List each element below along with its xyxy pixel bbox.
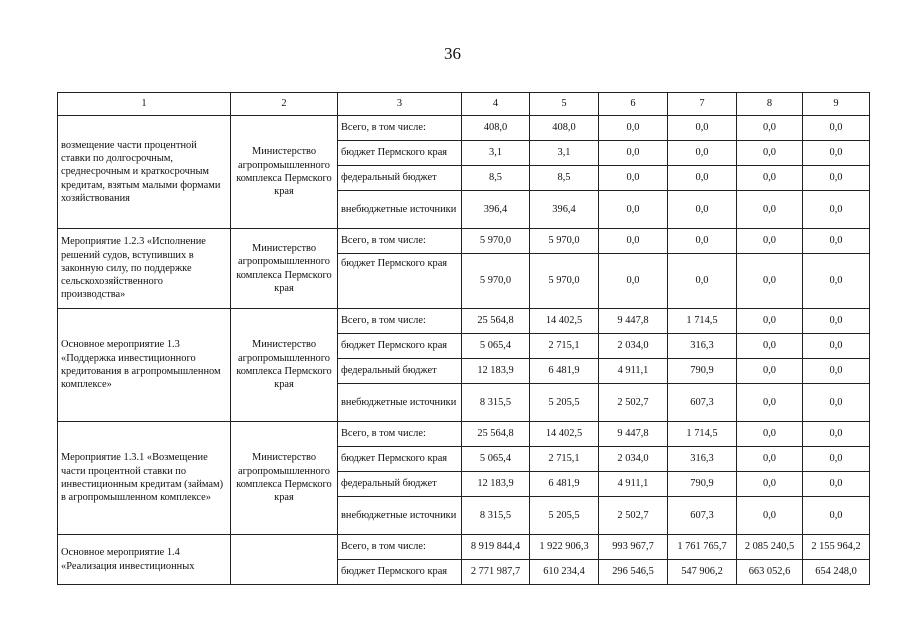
funding-source-cell: федеральный бюджет xyxy=(338,166,462,191)
column-header: 1 xyxy=(58,93,231,116)
funding-source-cell: бюджет Пермского края xyxy=(338,560,462,585)
value-cell: 0,0 xyxy=(599,141,668,166)
value-cell: 0,0 xyxy=(668,141,737,166)
value-cell: 14 402,5 xyxy=(530,309,599,334)
value-cell: 0,0 xyxy=(599,116,668,141)
value-cell: 0,0 xyxy=(668,229,737,254)
funding-source-cell: федеральный бюджет xyxy=(338,472,462,497)
value-cell: 0,0 xyxy=(737,497,803,535)
value-cell: 0,0 xyxy=(803,422,870,447)
value-cell: 0,0 xyxy=(803,141,870,166)
value-cell: 0,0 xyxy=(599,166,668,191)
value-cell: 4 911,1 xyxy=(599,472,668,497)
value-cell: 12 183,9 xyxy=(462,359,530,384)
column-header: 6 xyxy=(599,93,668,116)
value-cell: 316,3 xyxy=(668,447,737,472)
value-cell: 0,0 xyxy=(737,447,803,472)
value-cell: 0,0 xyxy=(803,359,870,384)
budget-table xyxy=(57,92,870,585)
funding-source-cell: федеральный бюджет xyxy=(338,359,462,384)
value-cell: 5 065,4 xyxy=(462,334,530,359)
value-cell: 4 911,1 xyxy=(599,359,668,384)
value-cell: 0,0 xyxy=(737,229,803,254)
value-cell: 5 970,0 xyxy=(462,229,530,254)
funding-source-cell: бюджет Пермского края xyxy=(338,254,462,309)
value-cell: 2 502,7 xyxy=(599,497,668,535)
value-cell: 25 564,8 xyxy=(462,309,530,334)
value-cell: 0,0 xyxy=(737,334,803,359)
measure-name-cell: Основное мероприятие 1.3 «Поддержка инвестиционного кредитования в агропромышленном комплексе» xyxy=(58,309,231,422)
value-cell: 396,4 xyxy=(462,191,530,229)
value-cell: 5 065,4 xyxy=(462,447,530,472)
value-cell: 654 248,0 xyxy=(803,560,870,585)
value-cell: 1 714,5 xyxy=(668,309,737,334)
value-cell: 0,0 xyxy=(803,472,870,497)
column-header: 2 xyxy=(231,93,338,116)
value-cell: 993 967,7 xyxy=(599,535,668,560)
value-cell: 5 205,5 xyxy=(530,384,599,422)
value-cell: 0,0 xyxy=(737,359,803,384)
value-cell: 0,0 xyxy=(737,309,803,334)
funding-source-cell: Всего, в том числе: xyxy=(338,535,462,560)
column-header: 3 xyxy=(338,93,462,116)
value-cell: 8,5 xyxy=(462,166,530,191)
funding-source-cell: Всего, в том числе: xyxy=(338,229,462,254)
executor-cell: Министерство агропромышленного комплекса Пермского края xyxy=(231,422,338,535)
value-cell: 0,0 xyxy=(668,191,737,229)
value-cell: 8 315,5 xyxy=(462,384,530,422)
value-cell: 0,0 xyxy=(737,472,803,497)
value-cell: 2 715,1 xyxy=(530,447,599,472)
value-cell: 0,0 xyxy=(668,254,737,309)
value-cell: 6 481,9 xyxy=(530,359,599,384)
column-header: 7 xyxy=(668,93,737,116)
funding-source-cell: внебюджетные источники xyxy=(338,384,462,422)
value-cell: 1 761 765,7 xyxy=(668,535,737,560)
value-cell: 3,1 xyxy=(530,141,599,166)
value-cell: 0,0 xyxy=(737,141,803,166)
value-cell: 790,9 xyxy=(668,359,737,384)
value-cell: 0,0 xyxy=(599,254,668,309)
value-cell: 5 970,0 xyxy=(530,229,599,254)
value-cell: 0,0 xyxy=(803,309,870,334)
value-cell: 1 922 906,3 xyxy=(530,535,599,560)
value-cell: 0,0 xyxy=(737,384,803,422)
value-cell: 0,0 xyxy=(803,229,870,254)
table-row xyxy=(58,116,870,141)
measure-name-cell: Мероприятие 1.2.3 «Исполнение решений судов, вступивших в законную силу, по поддержке сельскохозяйственного производства» xyxy=(58,229,231,309)
value-cell: 0,0 xyxy=(737,422,803,447)
funding-source-cell: бюджет Пермского края xyxy=(338,334,462,359)
value-cell: 0,0 xyxy=(668,116,737,141)
value-cell: 2 034,0 xyxy=(599,334,668,359)
funding-source-cell: внебюджетные источники xyxy=(338,497,462,535)
value-cell: 25 564,8 xyxy=(462,422,530,447)
funding-source-cell: Всего, в том числе: xyxy=(338,309,462,334)
table-row xyxy=(58,309,870,334)
executor-cell xyxy=(231,535,338,585)
value-cell: 0,0 xyxy=(803,384,870,422)
value-cell: 547 906,2 xyxy=(668,560,737,585)
value-cell: 5 970,0 xyxy=(530,254,599,309)
value-cell: 9 447,8 xyxy=(599,309,668,334)
value-cell: 3,1 xyxy=(462,141,530,166)
page-number: 36 xyxy=(444,44,461,63)
column-header: 4 xyxy=(462,93,530,116)
header-row xyxy=(58,93,870,116)
value-cell: 2 502,7 xyxy=(599,384,668,422)
funding-source-cell: внебюджетные источники xyxy=(338,191,462,229)
value-cell: 2 085 240,5 xyxy=(737,535,803,560)
executor-cell: Министерство агропромышленного комплекса Пермского края xyxy=(231,309,338,422)
value-cell: 9 447,8 xyxy=(599,422,668,447)
value-cell: 8 919 844,4 xyxy=(462,535,530,560)
value-cell: 8,5 xyxy=(530,166,599,191)
executor-cell: Министерство агропромышленного комплекса Пермского края xyxy=(231,229,338,309)
value-cell: 0,0 xyxy=(803,254,870,309)
value-cell: 610 234,4 xyxy=(530,560,599,585)
value-cell: 2 715,1 xyxy=(530,334,599,359)
value-cell: 2 034,0 xyxy=(599,447,668,472)
funding-source-cell: Всего, в том числе: xyxy=(338,116,462,141)
measure-name-cell: Основное мероприятие 1.4 «Реализация инвестиционных xyxy=(58,535,231,585)
value-cell: 2 771 987,7 xyxy=(462,560,530,585)
value-cell: 0,0 xyxy=(803,497,870,535)
measure-name-cell: Мероприятие 1.3.1 «Возмещение части процентной ставки по инвестиционным кредитам (займам) в агропромышленном комплексе» xyxy=(58,422,231,535)
value-cell: 607,3 xyxy=(668,497,737,535)
value-cell: 408,0 xyxy=(462,116,530,141)
value-cell: 6 481,9 xyxy=(530,472,599,497)
value-cell: 663 052,6 xyxy=(737,560,803,585)
value-cell: 0,0 xyxy=(737,116,803,141)
value-cell: 0,0 xyxy=(737,191,803,229)
value-cell: 0,0 xyxy=(737,254,803,309)
value-cell: 0,0 xyxy=(803,166,870,191)
executor-cell: Министерство агропромышленного комплекса Пермского края xyxy=(231,116,338,229)
value-cell: 408,0 xyxy=(530,116,599,141)
column-header: 5 xyxy=(530,93,599,116)
value-cell: 2 155 964,2 xyxy=(803,535,870,560)
value-cell: 396,4 xyxy=(530,191,599,229)
value-cell: 0,0 xyxy=(803,334,870,359)
value-cell: 316,3 xyxy=(668,334,737,359)
value-cell: 296 546,5 xyxy=(599,560,668,585)
value-cell: 0,0 xyxy=(737,166,803,191)
funding-source-cell: бюджет Пермского края xyxy=(338,447,462,472)
value-cell: 0,0 xyxy=(803,191,870,229)
value-cell: 14 402,5 xyxy=(530,422,599,447)
table-row xyxy=(58,422,870,447)
value-cell: 0,0 xyxy=(668,166,737,191)
value-cell: 607,3 xyxy=(668,384,737,422)
value-cell: 12 183,9 xyxy=(462,472,530,497)
value-cell: 0,0 xyxy=(599,191,668,229)
value-cell: 0,0 xyxy=(599,229,668,254)
table-row xyxy=(58,535,870,560)
value-cell: 5 205,5 xyxy=(530,497,599,535)
measure-name-cell: возмещение части процентной ставки по долгосрочным, среднесрочным и краткосрочным кредитам, взятым малыми формами хозяйствования xyxy=(58,116,231,229)
value-cell: 5 970,0 xyxy=(462,254,530,309)
value-cell: 1 714,5 xyxy=(668,422,737,447)
table-row xyxy=(58,229,870,254)
column-header: 8 xyxy=(737,93,803,116)
value-cell: 0,0 xyxy=(803,116,870,141)
funding-source-cell: бюджет Пермского края xyxy=(338,141,462,166)
value-cell: 0,0 xyxy=(803,447,870,472)
funding-source-cell: Всего, в том числе: xyxy=(338,422,462,447)
column-header: 9 xyxy=(803,93,870,116)
value-cell: 8 315,5 xyxy=(462,497,530,535)
value-cell: 790,9 xyxy=(668,472,737,497)
